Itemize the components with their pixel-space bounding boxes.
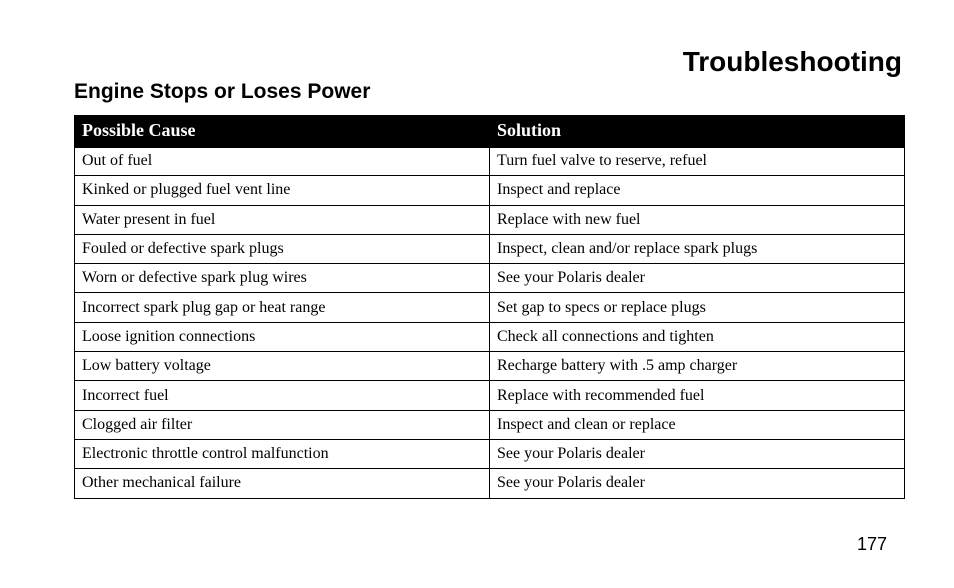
section-title: Engine Stops or Loses Power xyxy=(74,80,371,103)
header-row xyxy=(75,116,905,147)
solution-cell: See your Polaris dealer xyxy=(490,469,905,498)
cause-cell: Clogged air filter xyxy=(75,410,490,439)
page-number: 177 xyxy=(856,534,887,554)
table-row xyxy=(75,469,905,498)
cause-cell: Kinked or plugged fuel vent line xyxy=(75,176,490,205)
table-row xyxy=(75,322,905,351)
cause-cell: Out of fuel xyxy=(75,147,490,176)
cause-cell: Other mechanical failure xyxy=(75,469,490,498)
solution-cell: Inspect and clean or replace xyxy=(490,410,905,439)
solution-cell: Recharge battery with .5 amp charger xyxy=(490,352,905,381)
solution-cell: Set gap to specs or replace plugs xyxy=(490,293,905,322)
table-body xyxy=(75,147,905,499)
solution-cell: Inspect and replace xyxy=(490,176,905,205)
table-row xyxy=(75,381,905,410)
table-row xyxy=(75,293,905,322)
cause-cell: Electronic throttle control malfunction xyxy=(75,439,490,468)
solution-cell: Check all connections and tighten xyxy=(490,322,905,351)
table-row xyxy=(75,439,905,468)
header-possible-cause: Possible Cause xyxy=(75,116,490,147)
solution-cell: See your Polaris dealer xyxy=(490,264,905,293)
cause-cell: Worn or defective spark plug wires xyxy=(75,264,490,293)
solution-cell: Replace with new fuel xyxy=(490,205,905,234)
cause-cell: Incorrect spark plug gap or heat range xyxy=(75,293,490,322)
table-header xyxy=(75,116,905,147)
table-row xyxy=(75,147,905,176)
solution-cell: Turn fuel valve to reserve, refuel xyxy=(490,147,905,176)
chapter-title: Troubleshooting xyxy=(682,46,902,77)
table-row xyxy=(75,410,905,439)
table-row xyxy=(75,264,905,293)
cause-cell: Water present in fuel xyxy=(75,205,490,234)
table-row xyxy=(75,352,905,381)
cause-cell: Loose ignition connections xyxy=(75,322,490,351)
solution-cell: Inspect, clean and/or replace spark plugs xyxy=(490,234,905,263)
cause-cell: Low battery voltage xyxy=(75,352,490,381)
cause-cell: Incorrect fuel xyxy=(75,381,490,410)
table-row xyxy=(75,234,905,263)
table-row xyxy=(75,176,905,205)
solution-cell: Replace with recommended fuel xyxy=(490,381,905,410)
header-solution: Solution xyxy=(490,116,905,147)
solution-cell: See your Polaris dealer xyxy=(490,439,905,468)
table-row xyxy=(75,205,905,234)
cause-cell: Fouled or defective spark plugs xyxy=(75,234,490,263)
troubleshooting-table xyxy=(74,115,905,499)
